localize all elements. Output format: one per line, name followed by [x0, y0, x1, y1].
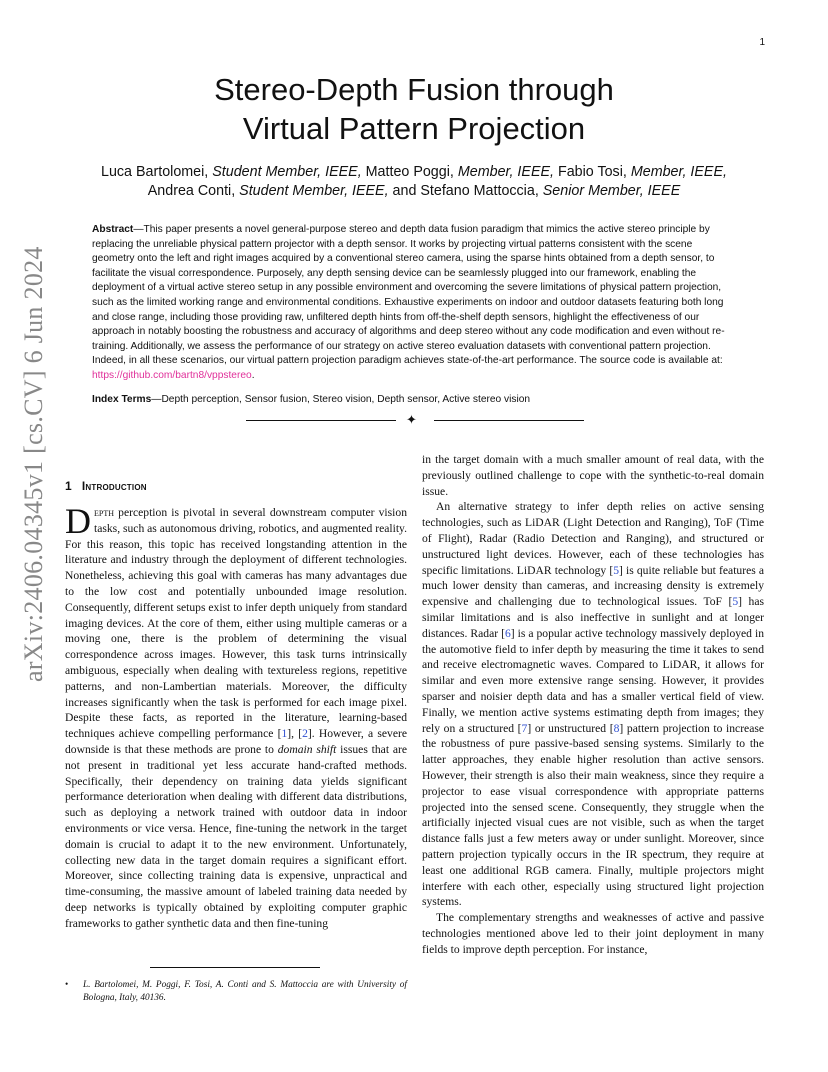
citation-link[interactable]: 5	[732, 595, 739, 609]
section-number: 1	[65, 479, 72, 493]
intro-paragraph-1	[65, 501, 408, 932]
author-2-role: Member, IEEE,	[457, 164, 554, 180]
abstract-label: Abstract	[92, 224, 134, 235]
footnote-text: L. Bartolomei, M. Poggi, F. Tosi, A. Conti and S. Mattoccia are with University of Bologna, Italy, 40136.	[83, 980, 407, 1003]
abstract-text: —This paper presents a novel general-purpose stereo and depth data fusion paradigm that mimics the active stereo principle by replacing the unreliable physical pattern projector with a depth sensor. It works by projecting virtual patterns consistent with the scene geometry onto the left and right images acquired by a conventional stereo camera, using the sparse hints obtained from a depth sensor, to facilitate the visual correspondence. Purposely, any depth sensing device can be seamlessly plugged into our framework, enabling the deployment of a virtual active stereo setup in any possible environment and overcoming the severe limitations of physical pattern projection, such as the limited working range and environmental conditions. Exhaustive experiments on indoor and outdoor datasets featuring both long and close range, including those providing raw, unfiltered depth hints from off-the-shelf depth sensors, highlight the effectiveness of our approach in notably boosting the robustness and accuracy of algorithms and deep stereo without any code modification and even without re-training. Additionally, we assess the performance of our strategy on active stereo evaluation datasets with conventional pattern projection. Indeed, in all these scenarios, our virtual pattern projection paradigm achieves state-of-the-art performance. The source code is available at:	[92, 224, 725, 367]
author-1-role: Student Member, IEEE,	[212, 164, 362, 180]
paragraph-text: issues that are not present in traditional yet less accurate hand-crafted methods. Specifically, their dependency on training data yields significant performance deterioration when dealing with different data distributions, such as deploying a network trained with outdoor data in indoor environments or vice versa. Hence, fine-tuning the network in the target domain is crucial to adapt it to the new environment. Unfortunately, collecting new data in the target domain requires a significant effort. Moreover, since collecting training data is expensive, unpractical and time-consuming, the massive amount of labeled training data needed by deep networks is typically obtained by exploiting computer graphic frameworks to gather synthetic data and then fine-tuning	[65, 742, 408, 930]
author-5: and Stefano Mattoccia,	[388, 183, 543, 199]
affiliation-footnote	[65, 979, 407, 1005]
author-2: Matteo Poggi,	[361, 164, 458, 180]
paragraph-text: ] is a popular active technology massively deployed in the automotive field to infer depth by measuring the time it takes to send and receive electromagnetic waves. Compared to LiDAR, it allows for similar and even more extensive range sensing. However, it provides sparser and noisier depth data and has a smaller vertical field of view. Finally, we mention active systems estimating depth from images; they rely on a structured [	[422, 626, 764, 735]
intro-paragraph-3: The complementary strengths and weaknesses of active and passive technologies mentioned above led to their joint deployment in many fields to improve depth perception. For instance,	[422, 911, 764, 956]
author-1: Luca Bartolomei,	[101, 164, 213, 180]
source-code-link[interactable]: https://github.com/bartn8/vppstereo	[92, 369, 252, 381]
intro-paragraph-2	[422, 499, 764, 910]
index-terms-label: Index Terms	[92, 394, 152, 405]
author-list	[80, 163, 748, 201]
paragraph-text: ] or unstructured [	[527, 721, 614, 735]
author-3: Fabio Tosi,	[554, 164, 631, 180]
intro-left-column	[65, 501, 408, 932]
index-terms-text: —Depth perception, Sensor fusion, Stereo vision, Depth sensor, Active stereo vision	[151, 394, 531, 405]
citation-link[interactable]: 7	[521, 721, 528, 735]
footnote-bullet: •	[65, 980, 69, 990]
drop-cap: D	[65, 501, 91, 541]
paragraph-text: An alternative strategy to infer depth relies on active sensing technologies, such as LiDAR (Light Detection and Ranging), ToF (Time of Flight), Radar (Radio Detection and Ranging), and structured or unstructured light devices. However, each of these technologies has specific limitations. LiDAR technology [	[422, 500, 764, 577]
title-line-1: Stereo-Depth Fusion through	[214, 72, 614, 107]
paragraph-text: perception is pivotal in several downstream computer vision tasks, such as autonomous driving, robotics, and augmented reality. For this reason, this topic has received longstanding attention in the literature and industry through the deployment of different technologies. Nonetheless, achieving this goal with cameras has many advantages due to the low cost and potentially unbounded image resolution. Consequently, different setups exist to infer depth uniquely from standard imaging devices. At the core of them, either using multiple cameras or a moving one, there is the problem of determining the visual correspondence across images. However, this task turns intrinsically ambiguous, especially when dealing with textureless regions, repetitive patterns, and non-Lambertian materials. Moreover, the difficulty increases significantly when the task is performed for each image pixel. Despite these facts, as reported in the literature, learning-based techniques achieve compelling performance [	[65, 506, 407, 741]
divider-star-icon: ✦	[406, 413, 417, 428]
citation-link[interactable]: 2	[302, 727, 308, 741]
paper-title	[80, 70, 748, 148]
citation-link[interactable]: 1	[281, 727, 288, 741]
citation-link[interactable]: 5	[613, 563, 620, 577]
citation-link[interactable]: 8	[613, 721, 620, 735]
paragraph-text: ], [	[287, 727, 303, 741]
abstract	[92, 223, 737, 384]
section-heading	[65, 479, 147, 493]
intro-paragraph-continued: in the target domain with a much smaller amount of real data, with the previously outlined challenge to cope with the synthetic-to-real domain issue.	[422, 453, 764, 498]
author-3-role: Member, IEEE,	[630, 164, 727, 180]
paragraph-text: ] is quite reliable but features a much lower density than cameras, and increasing density is extremely expensive and challenging due to technological issues. ToF [	[422, 563, 765, 609]
divider-line-right	[434, 420, 584, 421]
emphasis-text: domain shift	[277, 742, 337, 756]
citation-link[interactable]: 6	[504, 626, 511, 640]
paragraph-text: ] has similar limitations and is also ineffective in sunlight and at longer distances. Radar [	[422, 595, 764, 640]
arxiv-id: arXiv:2406.04345v1 [cs.CV] 6 Jun 2024	[19, 246, 48, 682]
author-5-role: Senior Member, IEEE	[542, 183, 681, 199]
section-divider	[246, 413, 584, 429]
paragraph-text: ]. However, a severe downside is that these methods are prone to	[65, 727, 407, 756]
divider-line-left	[246, 420, 396, 421]
abstract-end: .	[251, 369, 255, 381]
author-4-role: Student Member, IEEE,	[239, 183, 389, 199]
title-line-2: Virtual Pattern Projection	[242, 111, 586, 146]
section-title: Introduction	[81, 479, 147, 493]
paragraph-text: ] pattern projection to increase the robustness of pure passive-based sensing systems. Similarly to the latter approaches, they enable higher resolution than active sensors. However, their strength is also their main weakness, since they require a projector to ease visual correspondence with appropriate patterns projected into the sensed scene. Consequently, they struggle when the artificially injected visual cues are not visible, such as when the target distance falls just a few meters away or under sunlight. Moreover, since pattern projection typically occurs in the IR spectrum, they require at least one additional RGB camera. Finally, multiple projectors might interfere with each other, especially using structured light projection systems.	[422, 721, 765, 909]
index-terms	[92, 393, 737, 407]
footnote-rule	[150, 967, 320, 968]
intro-right-column	[422, 452, 764, 958]
page-number: 1	[759, 37, 765, 48]
first-word-rest: epth	[94, 506, 114, 519]
author-4: Andrea Conti,	[147, 183, 240, 199]
